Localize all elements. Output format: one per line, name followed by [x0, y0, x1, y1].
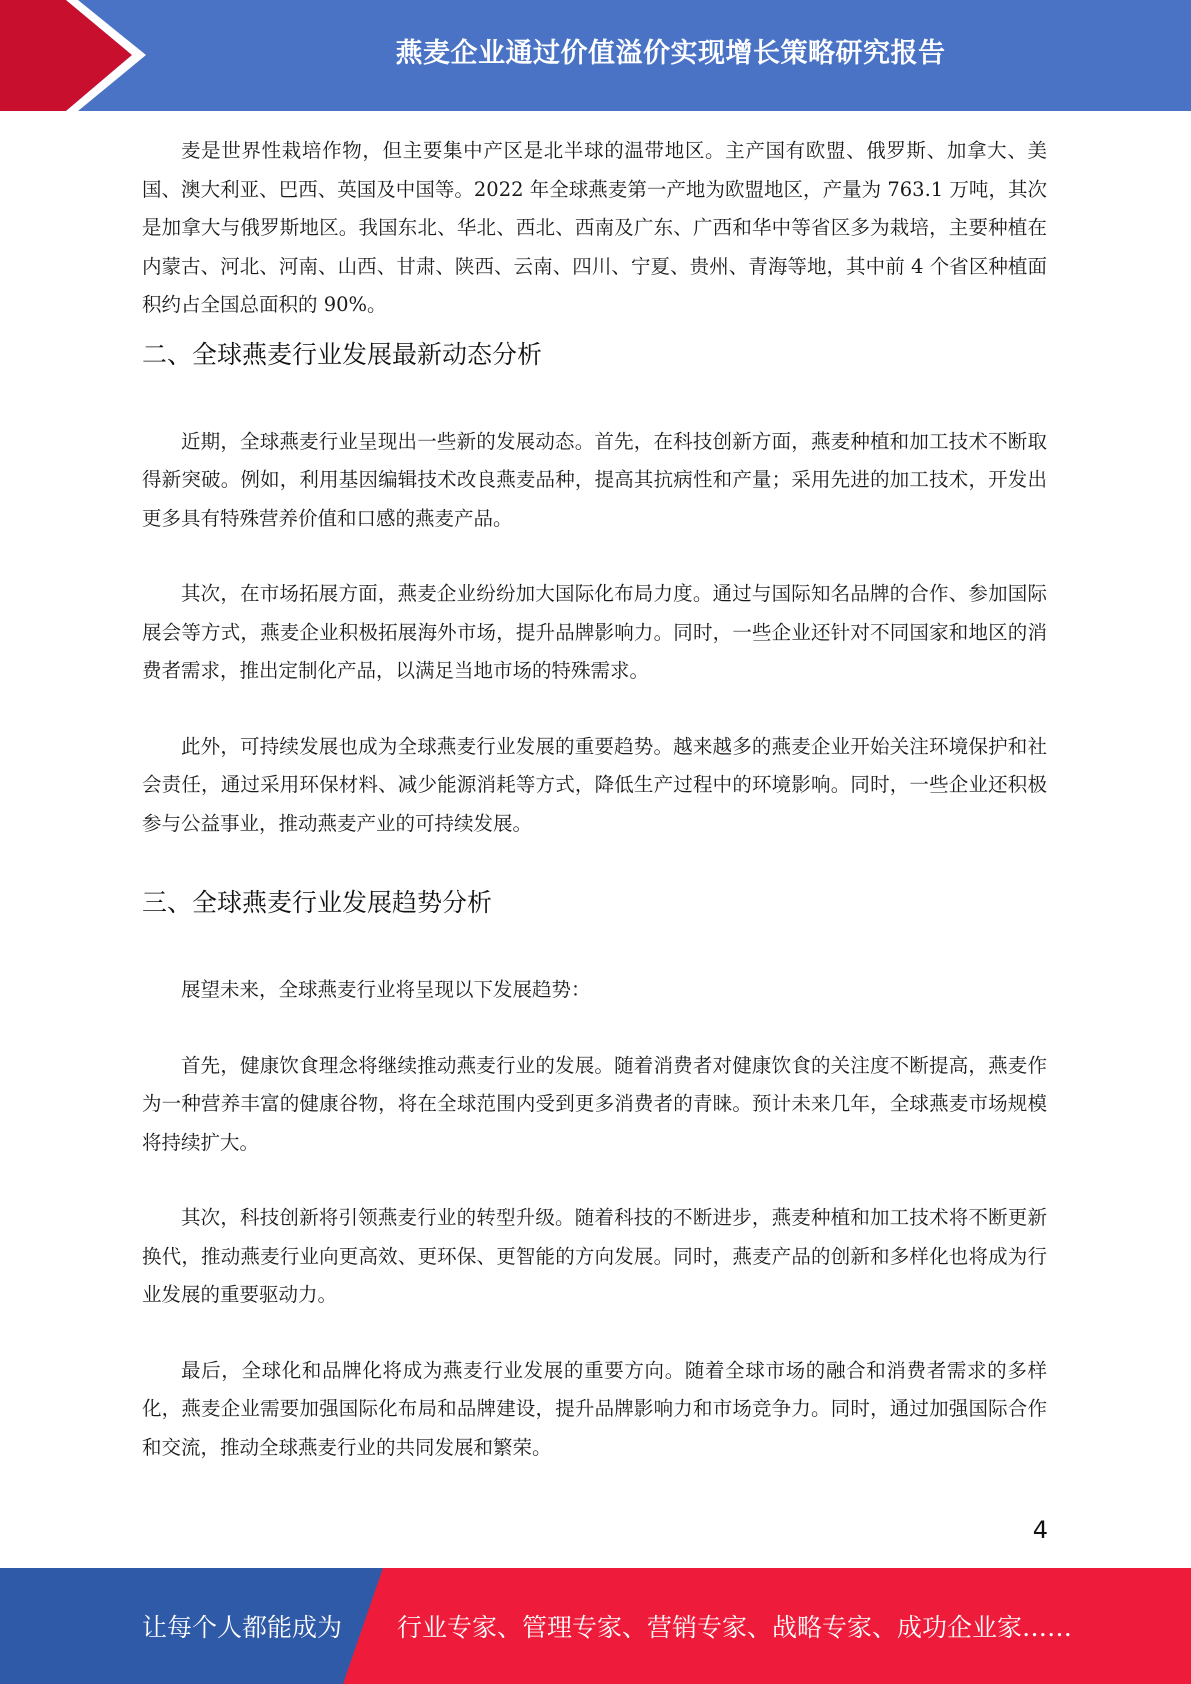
- intro-paragraph: 麦是世界性栽培作物，但主要集中产区是北半球的温带地区。主产国有欧盟、俄罗斯、加拿大、美国、澳大利亚、巴西、英国及中国等。2022 年全球燕麦第一产地为欧盟地区，产量为 763.1 万吨，其次是加拿大与俄罗斯地区。我国东北、华北、西北、西南及广东、广西和华中等省区多为栽培，主要种植在内蒙古、河北、河南、山西、甘肃、陕西、云南、四川、宁夏、贵州、青海等地，其中前 4 个省区种植面积约占全国总面积的 90%。: [142, 139, 1047, 316]
- page-number: 4: [1032, 1516, 1048, 1544]
- section3-paragraph-0: 展望未来，全球燕麦行业将呈现以下发展趋势：: [181, 978, 591, 1001]
- header-arrow-decoration: [0, 0, 160, 111]
- section3-paragraph-3: 最后，全球化和品牌化将成为燕麦行业发展的重要方向。随着全球市场的融合和消费者需求的多样化，燕麦企业需要加强国际化布局和品牌建设，提升品牌影响力和市场竞争力。同时，通过加强国际合作和交流，推动全球燕麦行业的共同发展和繁荣。: [142, 1358, 1047, 1459]
- section-heading-2: 二、全球燕麦行业发展最新动态分析: [142, 339, 543, 369]
- report-title: 燕麦企业通过价值溢价实现增长策略研究报告: [395, 37, 946, 69]
- page-footer: [0, 1568, 1191, 1684]
- page-header: [0, 0, 1191, 111]
- footer-slogan-right: 行业专家、管理专家、营销专家、战略专家、成功企业家……: [397, 1613, 1073, 1642]
- section3-paragraph-1: 首先，健康饮食理念将继续推动燕麦行业的发展。随着消费者对健康饮食的关注度不断提高，燕麦作为一种营养丰富的健康谷物，将在全球范围内受到更多消费者的青睐。预计未来几年，全球燕麦市场规模将持续扩大。: [142, 1053, 1047, 1154]
- section2-paragraph-3: 此外，可持续发展也成为全球燕麦行业发展的重要趋势。越来越多的燕麦企业开始关注环境保护和社会责任，通过采用环保材料、减少能源消耗等方式，降低生产过程中的环境影响。同时，一些企业还积极参与公益事业，推动燕麦产业的可持续发展。: [142, 734, 1047, 835]
- section-heading-3: 三、全球燕麦行业发展趋势分析: [142, 888, 493, 917]
- section3-paragraph-2: 其次，科技创新将引领燕麦行业的转型升级。随着科技的不断进步，燕麦种植和加工技术将不断更新换代，推动燕麦行业向更高效、更环保、更智能的方向发展。同时，燕麦产品的创新和多样化也将成为行业发展的重要驱动力。: [142, 1206, 1047, 1306]
- section2-paragraph-2: 其次，在市场拓展方面，燕麦企业纷纷加大国际化布局力度。通过与国际知名品牌的合作、参加国际展会等方式，燕麦企业积极拓展海外市场，提升品牌影响力。同时，一些企业还针对不同国家和地区的消费者需求，推出定制化产品，以满足当地市场的特殊需求。: [142, 582, 1047, 682]
- document-body: [142, 132, 1047, 1467]
- section2-paragraph-1: 近期，全球燕麦行业呈现出一些新的发展动态。首先，在科技创新方面，燕麦种植和加工技术不断取得新突破。例如，利用基因编辑技术改良燕麦品种，提高其抗病性和产量；采用先进的加工技术，开发出更多具有特殊营养价值和口感的燕麦产品。: [142, 429, 1047, 530]
- footer-slogan-left: 让每个人都能成为: [142, 1613, 343, 1642]
